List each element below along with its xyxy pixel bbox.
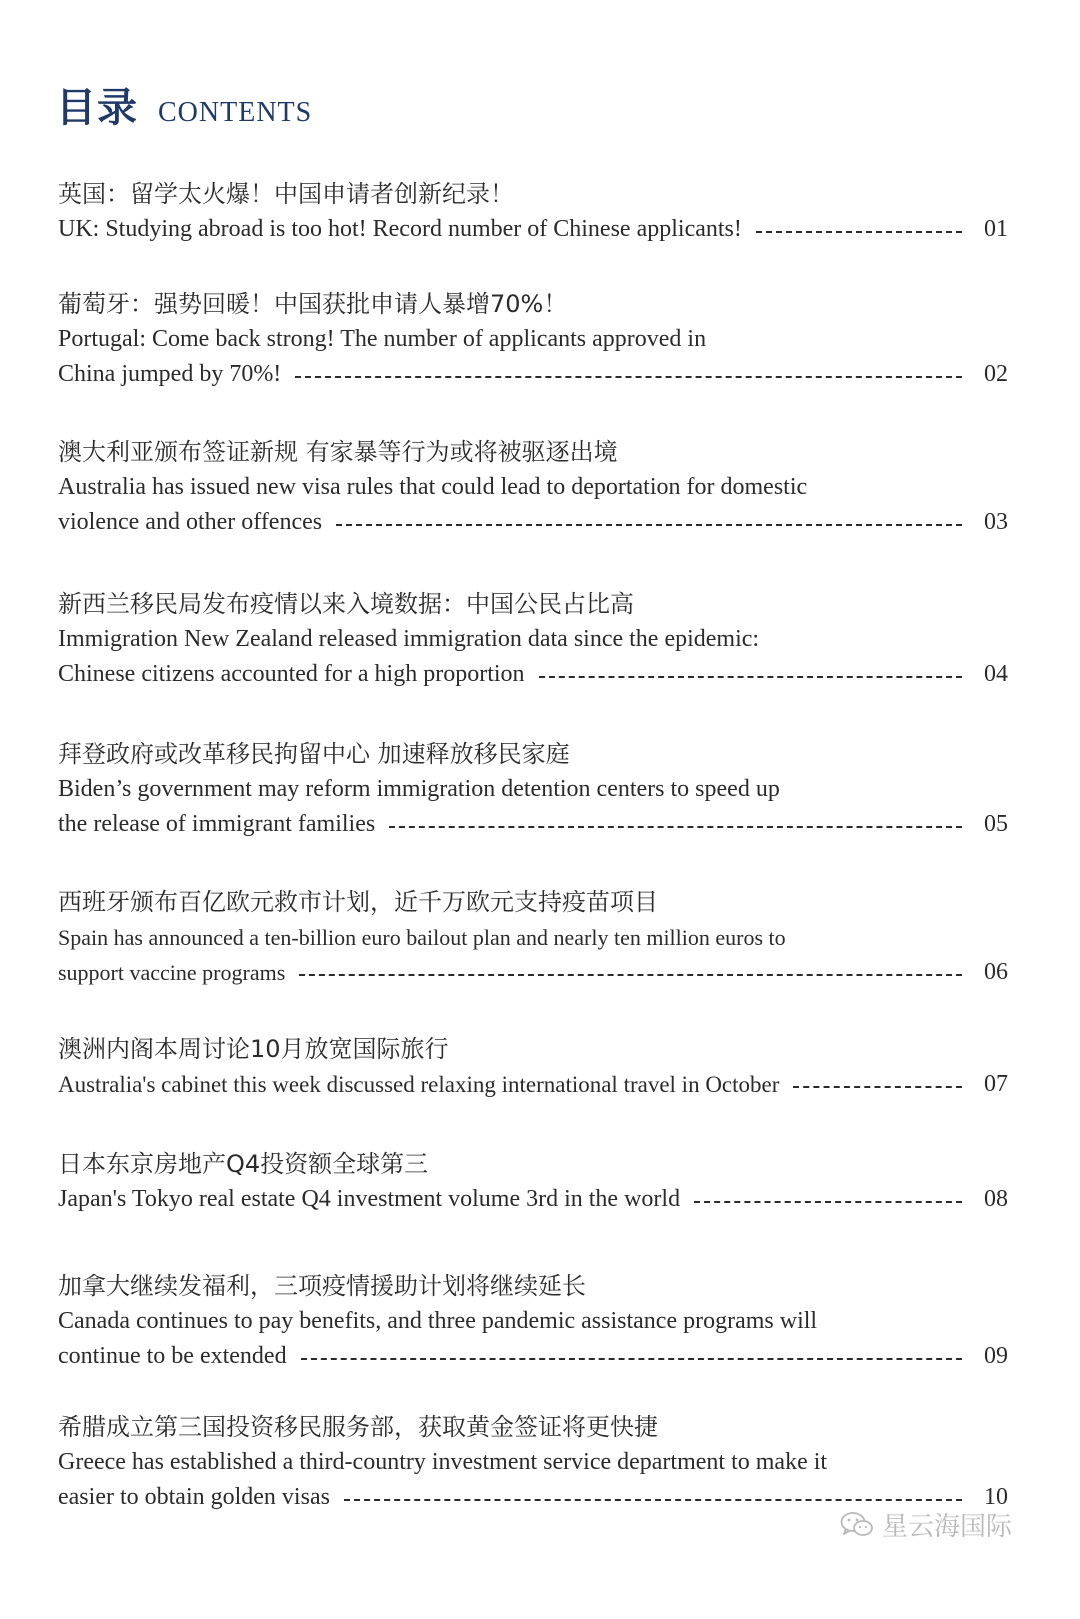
leader-dashes [301,1358,962,1360]
entry-title-cn: 澳大利亚颁布签证新规 有家暴等行为或将被驱逐出境 [58,438,618,466]
page-number: 08 [984,1186,1008,1212]
toc-entry-07[interactable] [58,1031,1008,1102]
page-number: 06 [984,959,1008,985]
page-number: 03 [984,509,1008,535]
leader-dashes [793,1086,962,1088]
page-number: 07 [984,1071,1008,1097]
entry-title-en-line2: violence and other offences [58,509,323,535]
leader-dashes [694,1201,962,1203]
entry-title-en-line2: the release of immigrant families [58,811,376,837]
entry-title-en-line1: Canada continues to pay benefits, and three pandemic assistance programs will [58,1308,818,1334]
entry-title-en-line1: Immigration New Zealand released immigration data since the epidemic: [58,626,760,652]
toc-entry-08[interactable] [58,1146,1008,1217]
entry-title-en-line2: Chinese citizens accounted for a high proportion [58,661,525,687]
entry-title-en: Australia's cabinet this week discussed relaxing international travel in October [58,1072,780,1097]
entry-title-en: Japan's Tokyo real estate Q4 investment volume 3rd in the world [58,1186,681,1212]
entry-title-cn: 澳洲内阁本周讨论10月放宽国际旅行 [58,1035,449,1063]
entry-title-en-line2: support vaccine programs [58,960,286,985]
entry-title-en-line1: Greece has established a third-country investment service department to make it [58,1449,828,1475]
toc-entry-05[interactable] [58,736,1008,842]
leader-dashes [756,231,962,233]
entry-title-cn: 希腊成立第三国投资移民服务部，获取黄金签证将更快捷 [58,1413,658,1441]
page-number: 04 [984,661,1008,687]
page-number: 05 [984,811,1008,837]
leader-dashes [539,676,962,678]
entry-title-cn: 加拿大继续发福利，三项疫情援助计划将继续延长 [58,1272,586,1300]
entry-title-cn: 日本东京房地产Q4投资额全球第三 [58,1150,429,1178]
entry-title-cn: 英国：留学太火爆！中国申请者创新纪录！ [58,180,514,208]
toc-entry-02[interactable] [58,286,1008,392]
page-number: 09 [984,1343,1008,1369]
entry-title-en-line2: easier to obtain golden visas [58,1484,330,1510]
entry-title-cn: 新西兰移民局发布疫情以来入境数据：中国公民占比高 [58,590,634,618]
leader-dashes [295,376,962,378]
title-english: CONTENTS [158,97,313,128]
leader-dashes [336,524,962,526]
entry-title-en-line1: Biden’s government may reform immigration detention centers to speed up [58,776,780,802]
title-chinese: 目录 [56,85,138,131]
leader-dashes [299,974,962,976]
entry-title-en: UK: Studying abroad is too hot! Record number of Chinese applicants! [58,216,742,242]
toc-entry-04[interactable] [58,586,1008,692]
page-number: 10 [984,1484,1008,1510]
entry-title-cn: 拜登政府或改革移民拘留中心 加速释放移民家庭 [58,740,570,768]
page-header [56,76,312,133]
entry-title-cn: 西班牙颁布百亿欧元救市计划，近千万欧元支持疫苗项目 [58,888,658,916]
page-number: 01 [984,216,1008,242]
leader-dashes [389,826,962,828]
entry-title-en-line1: Portugal: Come back strong! The number of applicants approved in [58,326,707,352]
watermark [840,1506,1012,1543]
toc-entry-06[interactable] [58,884,1008,990]
wechat-icon [840,1511,874,1539]
entry-title-en-line2: China jumped by 70%! [58,361,282,387]
toc-entry-01[interactable] [58,176,1008,247]
toc-entry-10[interactable] [58,1409,1008,1515]
leader-dashes [344,1499,962,1501]
entry-title-cn: 葡萄牙：强势回暖！中国获批申请人暴增70%！ [58,290,568,318]
watermark-text: 星云海国际 [881,1512,1012,1542]
entry-title-en-line1: Spain has announced a ten-billion euro bailout plan and nearly ten million euros to [58,925,786,950]
entry-title-en-line1: Australia has issued new visa rules that could lead to deportation for domestic [58,474,808,500]
toc-entry-09[interactable] [58,1268,1008,1374]
entry-title-en-line2: continue to be extended [58,1343,287,1369]
toc-entry-03[interactable] [58,434,1008,540]
page-number: 02 [984,361,1008,387]
